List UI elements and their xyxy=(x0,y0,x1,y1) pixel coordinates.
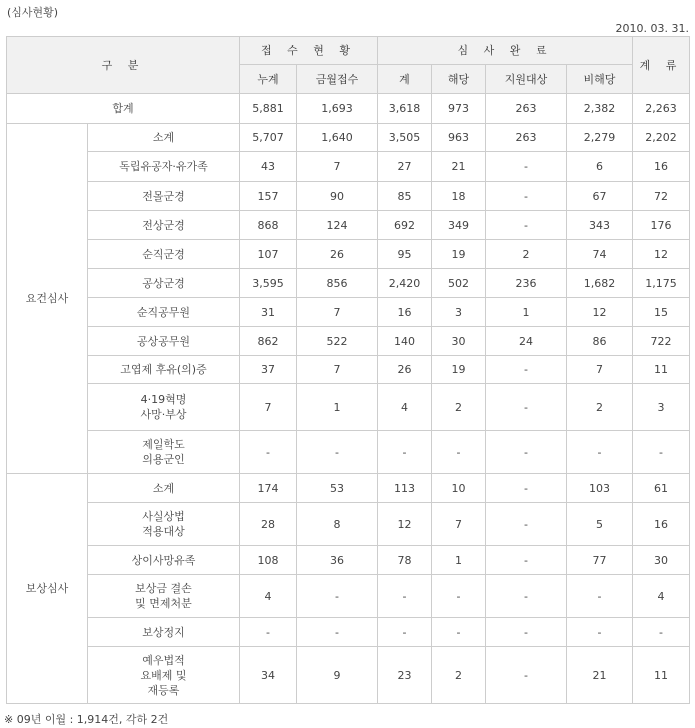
cell-support: - xyxy=(486,182,567,211)
cell-month-receipt: 53 xyxy=(297,474,378,503)
cell-month-receipt: 7 xyxy=(297,298,378,327)
header-pending: 계 류 xyxy=(633,37,690,94)
cell-cumulative: 174 xyxy=(240,474,297,503)
cell-month-receipt: 36 xyxy=(297,546,378,575)
cell-eligible: 502 xyxy=(432,269,486,298)
cell-support: - xyxy=(486,152,567,182)
cell-ineligible: 74 xyxy=(567,240,633,269)
cell-ineligible: 77 xyxy=(567,546,633,575)
row-label: 예우법적 요배제 및 재등록 xyxy=(88,647,240,704)
cell-pending: 11 xyxy=(633,356,690,384)
cell-support: - xyxy=(486,211,567,240)
table-row xyxy=(7,211,690,240)
total-row-label: 합계 xyxy=(7,94,240,124)
cell-month-receipt: 7 xyxy=(297,152,378,182)
total-completed: 3,618 xyxy=(378,94,432,124)
cell-month-receipt: 7 xyxy=(297,356,378,384)
cell-completed: - xyxy=(378,618,432,647)
cell-cumulative: 107 xyxy=(240,240,297,269)
cell-cumulative: - xyxy=(240,431,297,474)
table-row xyxy=(7,152,690,182)
cell-pending: 722 xyxy=(633,327,690,356)
row-label: 전몰군경 xyxy=(88,182,240,211)
group-label: 요건심사 xyxy=(7,124,88,474)
row-label: 제일학도 의용군인 xyxy=(88,431,240,474)
cell-eligible: 1 xyxy=(432,546,486,575)
cell-pending: 16 xyxy=(633,503,690,546)
table-row xyxy=(7,240,690,269)
cell-ineligible: - xyxy=(567,431,633,474)
cell-pending: 2,202 xyxy=(633,124,690,152)
cell-eligible: 2 xyxy=(432,647,486,704)
table-row xyxy=(7,431,690,474)
row-label: 독립유공자·유가족 xyxy=(88,152,240,182)
cell-completed: 16 xyxy=(378,298,432,327)
cell-cumulative: 7 xyxy=(240,384,297,431)
cell-support: - xyxy=(486,474,567,503)
cell-pending: 15 xyxy=(633,298,690,327)
header-completed: 심 사 완 료 xyxy=(378,37,633,65)
cell-pending: 61 xyxy=(633,474,690,503)
table-row xyxy=(7,474,690,503)
cell-pending: 176 xyxy=(633,211,690,240)
cell-ineligible: - xyxy=(567,575,633,618)
cell-pending: 12 xyxy=(633,240,690,269)
cell-completed: 692 xyxy=(378,211,432,240)
total-support: 263 xyxy=(486,94,567,124)
cell-eligible: 18 xyxy=(432,182,486,211)
cell-cumulative: - xyxy=(240,618,297,647)
cell-ineligible: 2 xyxy=(567,384,633,431)
cell-pending: 16 xyxy=(633,152,690,182)
row-label: 소계 xyxy=(88,124,240,152)
cell-month-receipt: 9 xyxy=(297,647,378,704)
cell-eligible: - xyxy=(432,618,486,647)
cell-month-receipt: 1 xyxy=(297,384,378,431)
cell-ineligible: 7 xyxy=(567,356,633,384)
table-row xyxy=(7,618,690,647)
group-label: 보상심사 xyxy=(7,474,88,704)
cell-ineligible: 1,682 xyxy=(567,269,633,298)
cell-support: 24 xyxy=(486,327,567,356)
cell-support: - xyxy=(486,431,567,474)
table-row xyxy=(7,503,690,546)
header-reception: 접 수 현 황 xyxy=(240,37,378,65)
cell-completed: 3,505 xyxy=(378,124,432,152)
header-category: 구 분 xyxy=(7,37,240,94)
cell-support: - xyxy=(486,618,567,647)
cell-ineligible: 12 xyxy=(567,298,633,327)
cell-completed: 95 xyxy=(378,240,432,269)
cell-month-receipt: 26 xyxy=(297,240,378,269)
cell-month-receipt: 124 xyxy=(297,211,378,240)
total-cumulative: 5,881 xyxy=(240,94,297,124)
cell-completed: 113 xyxy=(378,474,432,503)
cell-completed: 23 xyxy=(378,647,432,704)
cell-ineligible: 86 xyxy=(567,327,633,356)
header-cumulative: 누계 xyxy=(240,65,297,94)
cell-support: 2 xyxy=(486,240,567,269)
cell-completed: 2,420 xyxy=(378,269,432,298)
cell-completed: 27 xyxy=(378,152,432,182)
cell-month-receipt: 8 xyxy=(297,503,378,546)
total-eligible: 973 xyxy=(432,94,486,124)
cell-support: 1 xyxy=(486,298,567,327)
cell-ineligible: - xyxy=(567,618,633,647)
cell-pending: 11 xyxy=(633,647,690,704)
header-month-receipt: 금월접수 xyxy=(297,65,378,94)
cell-completed: 85 xyxy=(378,182,432,211)
footnote: ※ 09년 이월 : 1,914건, 각하 2건 xyxy=(4,713,169,726)
row-label: 순직공무원 xyxy=(88,298,240,327)
table-row xyxy=(7,327,690,356)
cell-cumulative: 43 xyxy=(240,152,297,182)
cell-month-receipt: 856 xyxy=(297,269,378,298)
cell-ineligible: 21 xyxy=(567,647,633,704)
cell-cumulative: 157 xyxy=(240,182,297,211)
row-label: 사실상법 적용대상 xyxy=(88,503,240,546)
review-status-table xyxy=(6,36,690,704)
cell-pending: 30 xyxy=(633,546,690,575)
cell-eligible: 10 xyxy=(432,474,486,503)
cell-eligible: - xyxy=(432,431,486,474)
cell-cumulative: 28 xyxy=(240,503,297,546)
table-row xyxy=(7,269,690,298)
cell-cumulative: 4 xyxy=(240,575,297,618)
cell-completed: 140 xyxy=(378,327,432,356)
cell-support: 263 xyxy=(486,124,567,152)
row-label: 4·19혁명 사망·부상 xyxy=(88,384,240,431)
table-row xyxy=(7,546,690,575)
cell-cumulative: 868 xyxy=(240,211,297,240)
cell-completed: 4 xyxy=(378,384,432,431)
cell-support: - xyxy=(486,647,567,704)
cell-support: - xyxy=(486,546,567,575)
cell-month-receipt: 90 xyxy=(297,182,378,211)
cell-ineligible: 103 xyxy=(567,474,633,503)
table-header xyxy=(7,37,690,94)
cell-pending: 3 xyxy=(633,384,690,431)
cell-pending: - xyxy=(633,431,690,474)
cell-month-receipt: 1,640 xyxy=(297,124,378,152)
cell-ineligible: 2,279 xyxy=(567,124,633,152)
cell-month-receipt: - xyxy=(297,575,378,618)
row-label: 보상정지 xyxy=(88,618,240,647)
cell-completed: - xyxy=(378,575,432,618)
cell-completed: 12 xyxy=(378,503,432,546)
row-label: 공상군경 xyxy=(88,269,240,298)
cell-ineligible: 67 xyxy=(567,182,633,211)
cell-eligible: 7 xyxy=(432,503,486,546)
row-label: 순직군경 xyxy=(88,240,240,269)
table-body xyxy=(7,94,690,704)
total-pending: 2,263 xyxy=(633,94,690,124)
table-row xyxy=(7,384,690,431)
cell-eligible: 349 xyxy=(432,211,486,240)
table-row xyxy=(7,182,690,211)
cell-month-receipt: - xyxy=(297,431,378,474)
cell-support: - xyxy=(486,503,567,546)
cell-pending: - xyxy=(633,618,690,647)
cell-cumulative: 3,595 xyxy=(240,269,297,298)
cell-eligible: 21 xyxy=(432,152,486,182)
cell-completed: 78 xyxy=(378,546,432,575)
row-label: 소계 xyxy=(88,474,240,503)
total-ineligible: 2,382 xyxy=(567,94,633,124)
cell-support: - xyxy=(486,384,567,431)
row-label: 보상금 결손 및 면제처분 xyxy=(88,575,240,618)
cell-support: - xyxy=(486,356,567,384)
cell-support: 236 xyxy=(486,269,567,298)
cell-cumulative: 108 xyxy=(240,546,297,575)
header-eligible: 해당 xyxy=(432,65,486,94)
cell-pending: 4 xyxy=(633,575,690,618)
cell-support: - xyxy=(486,575,567,618)
cell-cumulative: 5,707 xyxy=(240,124,297,152)
cell-eligible: 19 xyxy=(432,240,486,269)
cell-completed: - xyxy=(378,431,432,474)
cell-eligible: 963 xyxy=(432,124,486,152)
cell-eligible: 30 xyxy=(432,327,486,356)
header-support: 지원대상 xyxy=(486,65,567,94)
row-label: 상이사망유족 xyxy=(88,546,240,575)
cell-cumulative: 862 xyxy=(240,327,297,356)
cell-eligible: 19 xyxy=(432,356,486,384)
table-row xyxy=(7,575,690,618)
cell-ineligible: 6 xyxy=(567,152,633,182)
header-ineligible: 비해당 xyxy=(567,65,633,94)
cell-eligible: 2 xyxy=(432,384,486,431)
cell-month-receipt: - xyxy=(297,618,378,647)
cell-cumulative: 34 xyxy=(240,647,297,704)
cell-ineligible: 343 xyxy=(567,211,633,240)
cell-eligible: - xyxy=(432,575,486,618)
row-label: 전상군경 xyxy=(88,211,240,240)
table-row xyxy=(7,298,690,327)
cell-month-receipt: 522 xyxy=(297,327,378,356)
table-row xyxy=(7,647,690,704)
cell-ineligible: 5 xyxy=(567,503,633,546)
row-label: 고엽제 후유(의)증 xyxy=(88,356,240,384)
header-total: 계 xyxy=(378,65,432,94)
table-row xyxy=(7,124,690,152)
cell-cumulative: 37 xyxy=(240,356,297,384)
report-date: 2010. 03. 31. xyxy=(615,22,689,35)
cell-cumulative: 31 xyxy=(240,298,297,327)
cell-pending: 72 xyxy=(633,182,690,211)
total-row xyxy=(7,94,690,124)
row-label: 공상공무원 xyxy=(88,327,240,356)
table-row xyxy=(7,356,690,384)
cell-completed: 26 xyxy=(378,356,432,384)
total-month-receipt: 1,693 xyxy=(297,94,378,124)
cell-eligible: 3 xyxy=(432,298,486,327)
cell-pending: 1,175 xyxy=(633,269,690,298)
table-caption: (심사현황) xyxy=(7,6,59,19)
